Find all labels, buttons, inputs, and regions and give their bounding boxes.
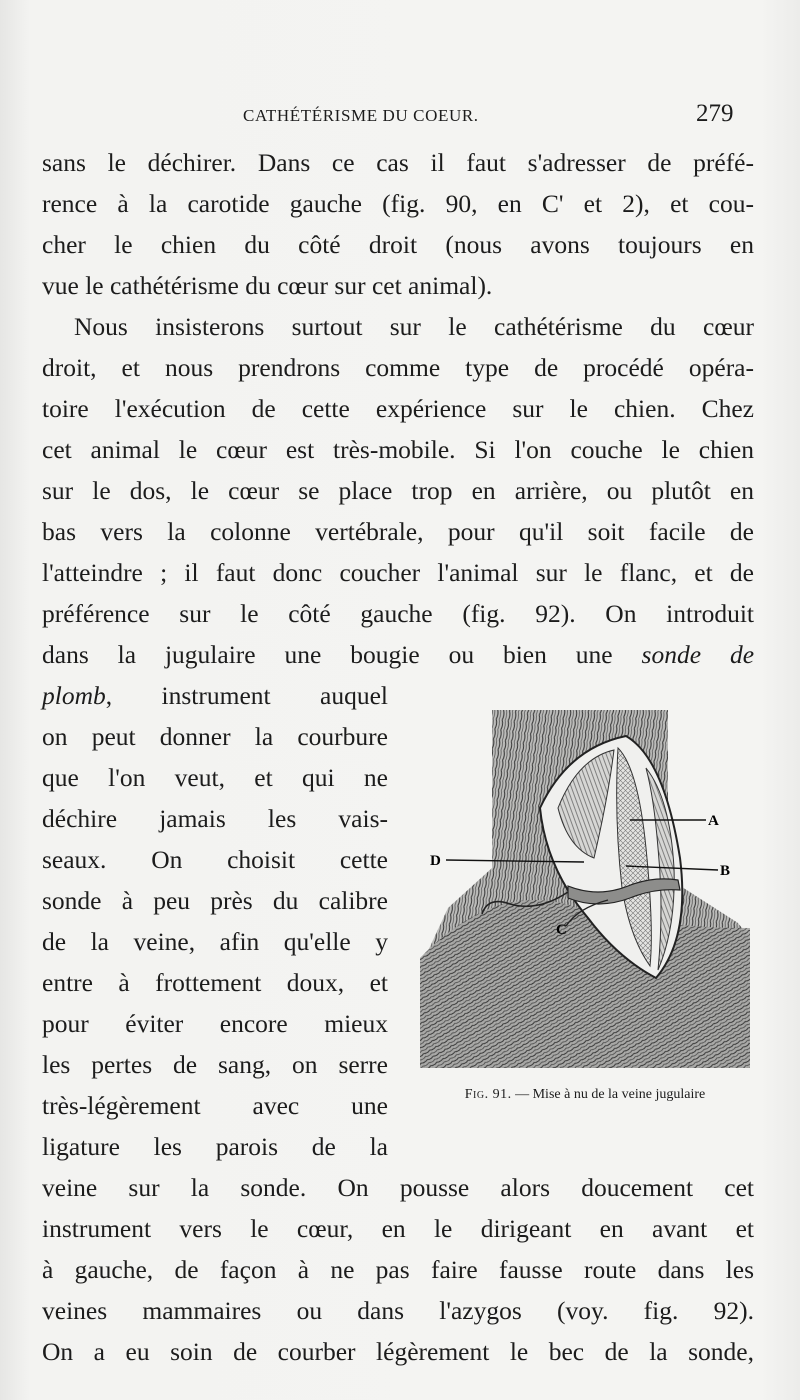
- figure-label-c: C: [556, 922, 567, 938]
- text-line: de la veine, afin qu'elle y: [42, 927, 388, 956]
- text-line: pour éviter encore mieux: [42, 1009, 388, 1038]
- text-line: veines mammaires ou dans l'azygos (voy. fig. 92).: [42, 1296, 754, 1325]
- text-line: rence à la carotide gauche (fig. 90, en C' et 2), et cou-: [42, 189, 754, 218]
- text-segment: dans la jugulaire une bougie ou bien une: [42, 640, 613, 669]
- text-line: ligature les parois de la: [42, 1132, 388, 1161]
- text-line: [42, 635, 754, 676]
- text-line: On a eu soin de courber légèrement le bec de la sonde,: [42, 1337, 754, 1366]
- text-line: seaux. On choisit cette: [42, 845, 388, 874]
- text-line: déchire jamais les vais-: [42, 804, 388, 833]
- paragraph-start-line: Nous insisterons surtout sur le cathétérisme du cœur: [74, 312, 754, 341]
- italic-term: plomb: [42, 681, 106, 710]
- text-line: on peut donner la courbure: [42, 722, 388, 751]
- text-line: préférence sur le côté gauche (fig. 92). On introduit: [42, 599, 754, 628]
- page-header: [0, 100, 800, 136]
- figure-label-a: A: [708, 813, 719, 829]
- text-line: sans le déchirer. Dans ce cas il faut s'adresser de préfé-: [42, 148, 754, 177]
- text-line: sur le dos, le cœur se place trop en arrière, ou plutôt en: [42, 476, 754, 505]
- figure-number: Fig. 91.: [464, 1087, 512, 1102]
- text-line: vue le cathétérisme du cœur sur cet animal).: [42, 271, 493, 300]
- figure-label-d: D: [430, 853, 441, 869]
- text-line: cher le chien du côté droit (nous avons toujours en: [42, 230, 754, 259]
- text-segment: , instrument auquel: [105, 681, 388, 710]
- text-line: droit, et nous prendrons comme type de procédé opéra-: [42, 353, 754, 382]
- text-line: toire l'exécution de cette expérience sur le chien. Chez: [42, 394, 754, 423]
- text-line: instrument vers le cœur, en le dirigeant en avant et: [42, 1214, 754, 1243]
- text-line: les pertes de sang, on serre: [42, 1050, 388, 1079]
- text-line: que l'on veut, et qui ne: [42, 763, 388, 792]
- text-line: [42, 676, 388, 717]
- running-title: CATHÉTÉRISME DU COEUR.: [243, 106, 479, 125]
- text-line: sonde à peu près du calibre: [42, 886, 388, 915]
- text-line: cet animal le cœur est très-mobile. Si l'on couche le chien: [42, 435, 754, 464]
- page-number: 279: [696, 100, 734, 127]
- caption-text: — Mise à nu de la veine jugulaire: [515, 1087, 706, 1102]
- text-line: à gauche, de façon à ne pas faire fausse route dans les: [42, 1255, 754, 1284]
- text-line: entre à frottement doux, et: [42, 968, 388, 997]
- text-line: bas vers la colonne vertébrale, pour qu'il soit facile de: [42, 517, 754, 546]
- figure-label-b: B: [720, 863, 731, 879]
- text-line: veine sur la sonde. On pousse alors doucement cet: [42, 1173, 754, 1202]
- text-line: l'atteindre ; il faut donc coucher l'animal sur le flanc, et de: [42, 558, 754, 587]
- figure-caption: [420, 1086, 750, 1103]
- italic-term: sonde de: [641, 640, 755, 669]
- jugular-vein-illustration: [418, 708, 750, 1070]
- text-line: très-légèrement avec une: [42, 1091, 388, 1120]
